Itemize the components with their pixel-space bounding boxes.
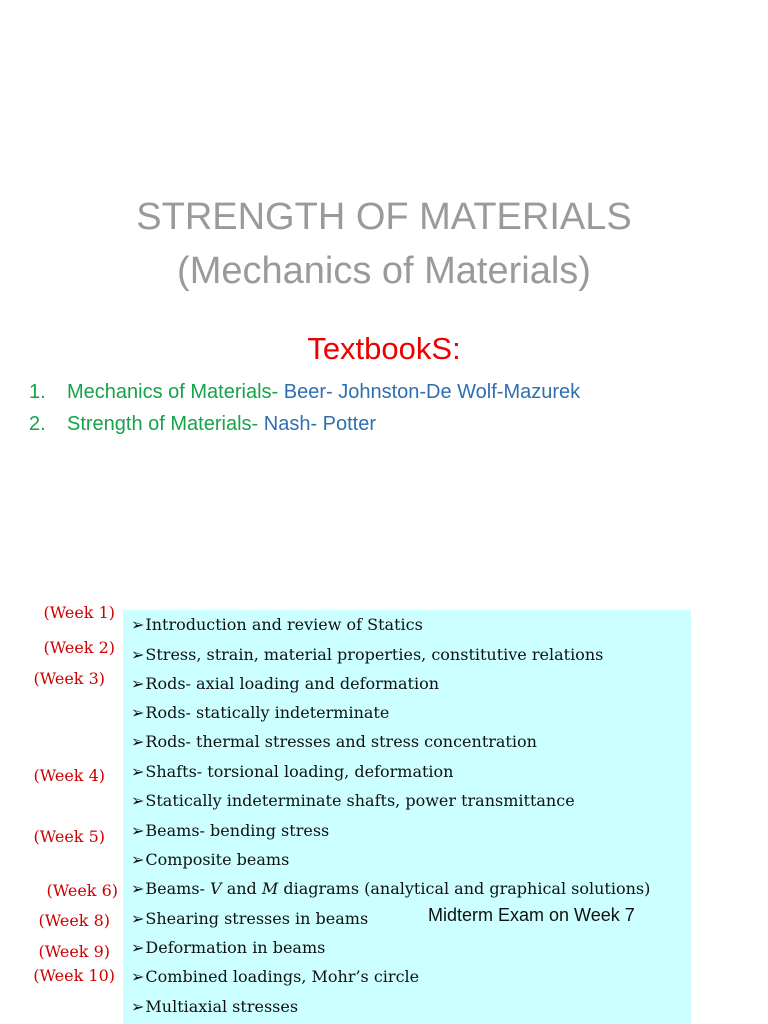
week-label: (Week 5) bbox=[33, 827, 105, 846]
topic-item bbox=[131, 732, 537, 752]
bullet-arrow-icon: ➢ bbox=[131, 967, 145, 986]
topic-label bbox=[145, 879, 650, 898]
topic-item bbox=[131, 850, 289, 870]
bullet-arrow-icon: ➢ bbox=[131, 879, 145, 898]
week-label: (Week 9) bbox=[38, 942, 110, 961]
bullet-arrow-icon: ➢ bbox=[131, 762, 145, 781]
topic-label: Beams- bending stress bbox=[145, 821, 330, 840]
bullet-arrow-icon: ➢ bbox=[131, 615, 145, 634]
week-label: (Week 1) bbox=[43, 603, 115, 622]
bullet-arrow-icon: ➢ bbox=[131, 909, 145, 928]
topic-item bbox=[131, 762, 453, 782]
topic-item bbox=[131, 674, 439, 694]
textbook-entry bbox=[67, 378, 580, 406]
title-line-1: STRENGTH OF MATERIALS bbox=[136, 196, 632, 238]
topic-label: Statically indeterminate shafts, power transmittance bbox=[145, 791, 575, 810]
week-label: (Week 8) bbox=[38, 911, 110, 930]
textbook-entry bbox=[67, 410, 376, 438]
bullet-arrow-icon: ➢ bbox=[131, 645, 145, 664]
topic-item bbox=[131, 909, 368, 929]
topic-label: Shearing stresses in beams bbox=[145, 909, 369, 928]
topic-item bbox=[131, 967, 419, 987]
week-label: (Week 2) bbox=[43, 638, 115, 657]
topic-item bbox=[131, 645, 603, 665]
variable-v: V bbox=[210, 879, 222, 898]
topic-item bbox=[131, 938, 325, 958]
title-line-2: (Mechanics of Materials) bbox=[177, 250, 591, 292]
topic-item bbox=[131, 615, 423, 635]
textbook-number: 2. bbox=[29, 413, 46, 435]
topic-item bbox=[131, 821, 329, 841]
bullet-arrow-icon: ➢ bbox=[131, 821, 145, 840]
topic-label: Stress, strain, material properties, constitutive relations bbox=[145, 645, 604, 664]
schedule-box bbox=[123, 610, 691, 1024]
textbook-title: Strength of Materials- bbox=[67, 413, 259, 435]
topic-text: diagrams (analytical and graphical solutions) bbox=[278, 879, 651, 898]
week-label: (Week 10) bbox=[33, 966, 115, 985]
topic-label: Deformation in beams bbox=[145, 938, 326, 957]
topic-label: Composite beams bbox=[145, 850, 290, 869]
week-label: (Week 3) bbox=[33, 669, 105, 688]
topic-label: Shafts- torsional loading, deformation bbox=[145, 762, 454, 781]
topic-label: Rods- thermal stresses and stress concentration bbox=[145, 732, 537, 751]
textbooks-heading: TextbookS: bbox=[307, 331, 461, 366]
topic-label: Combined loadings, Mohr’s circle bbox=[145, 967, 420, 986]
bullet-arrow-icon: ➢ bbox=[131, 674, 145, 693]
topic-text: Beams- bbox=[145, 879, 211, 898]
topic-item bbox=[131, 879, 650, 899]
week-label: (Week 4) bbox=[33, 766, 105, 785]
week-label: (Week 6) bbox=[46, 881, 118, 900]
textbook-authors: Beer- Johnston-De Wolf-Mazurek bbox=[278, 381, 581, 403]
topic-label: Multiaxial stresses bbox=[145, 997, 299, 1016]
bullet-arrow-icon: ➢ bbox=[131, 997, 145, 1016]
bullet-arrow-icon: ➢ bbox=[131, 732, 145, 751]
bullet-arrow-icon: ➢ bbox=[131, 938, 145, 957]
topic-item bbox=[131, 703, 389, 723]
textbook-number: 1. bbox=[29, 381, 46, 403]
textbook-authors: Nash- Potter bbox=[258, 413, 377, 435]
topic-item bbox=[131, 791, 575, 811]
topic-label: Rods- axial loading and deformation bbox=[145, 674, 440, 693]
bullet-arrow-icon: ➢ bbox=[131, 703, 145, 722]
textbook-title: Mechanics of Materials- bbox=[67, 381, 279, 403]
topic-label: Introduction and review of Statics bbox=[145, 615, 423, 634]
topic-label: Rods- statically indeterminate bbox=[145, 703, 390, 722]
topic-item bbox=[131, 997, 298, 1017]
bullet-arrow-icon: ➢ bbox=[131, 791, 145, 810]
variable-m: M bbox=[261, 879, 279, 898]
bullet-arrow-icon: ➢ bbox=[131, 850, 145, 869]
topic-text: and bbox=[221, 879, 262, 898]
midterm-note: Midterm Exam on Week 7 bbox=[428, 905, 635, 925]
